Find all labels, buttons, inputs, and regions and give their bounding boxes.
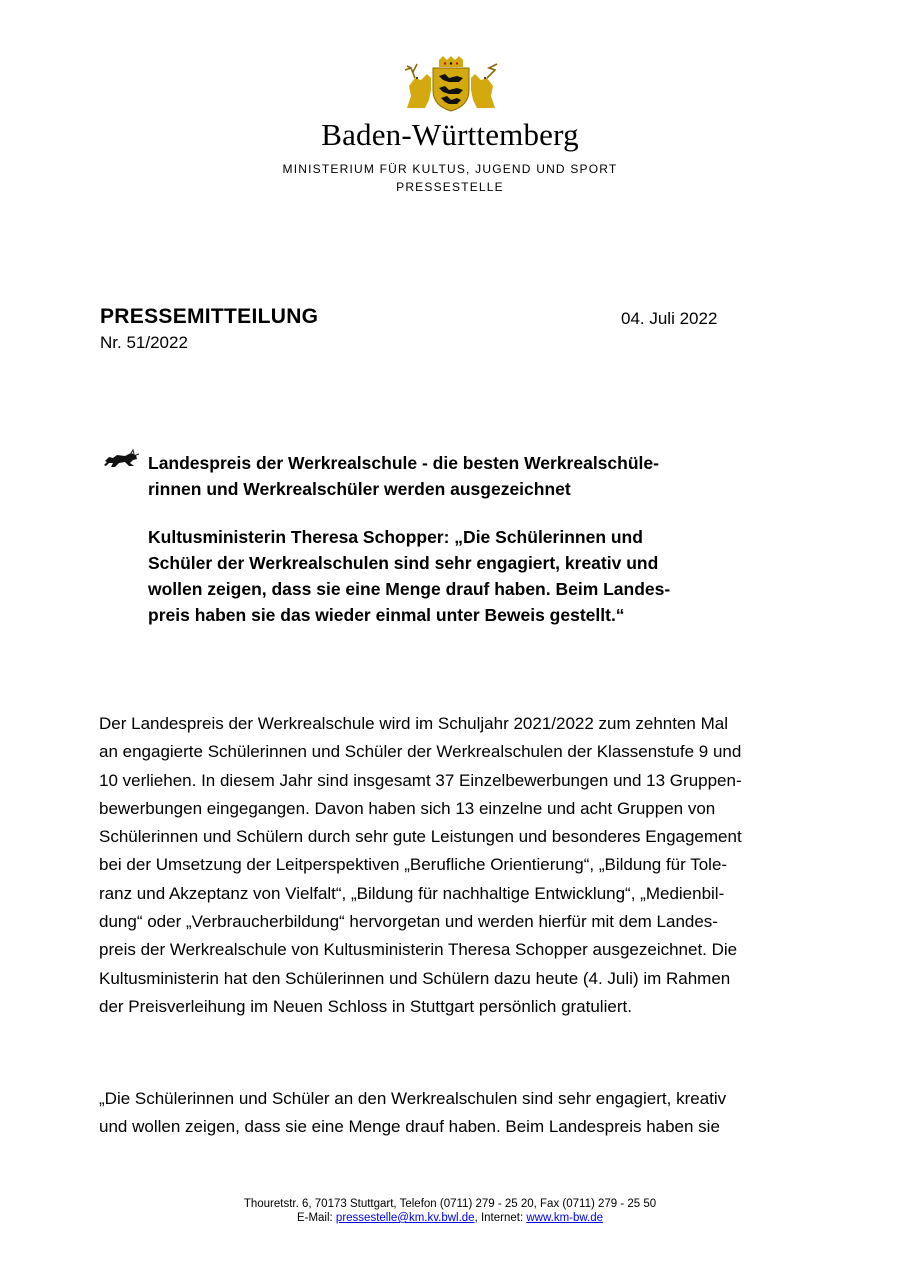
quote-line: Schüler der Werkrealschulen sind sehr engagiert, kreativ und [148, 553, 659, 573]
body-line: ranz und Akzeptanz von Vielfalt“, „Bildung für nachhaltige Entwicklung“, „Medienbil- [99, 883, 725, 903]
body-line: preis der Werkrealschule von Kultusministerin Theresa Schopper ausgezeichnet. Die [99, 940, 738, 960]
body-line: dung“ oder „Verbraucherbildung“ hervorgetan und werden hierfür mit dem Landes- [99, 912, 718, 932]
body-line: an engagierte Schülerinnen und Schüler der Werkrealschulen der Klassenstufe 9 und [99, 742, 742, 762]
body-line: bei der Umsetzung der Leitperspektiven „Berufliche Orientierung“, „Bildung für Tole- [99, 855, 728, 875]
press-release-title: PRESSEMITTEILUNG [100, 305, 319, 328]
body-line: 10 verliehen. In diesem Jahr sind insgesamt 37 Einzelbewerbungen und 13 Gruppen- [99, 770, 742, 790]
quote-line: wollen zeigen, dass sie eine Menge drauf haben. Beim Landes- [148, 579, 671, 599]
headline-line: rinnen und Werkrealschüler werden ausgezeichnet [148, 479, 571, 499]
headline-quote [148, 524, 788, 628]
shield-icon [433, 68, 469, 111]
department-name: PRESSESTELLE [396, 180, 504, 194]
stag-supporter-icon [405, 64, 431, 108]
quote-line: preis haben sie das wieder einmal unter Beweis gestellt.“ [148, 605, 625, 625]
griffin-supporter-icon [471, 64, 497, 108]
body-line: Der Landespreis der Werkrealschule wird im Schuljahr 2021/2022 zum zehnten Mal [99, 714, 728, 733]
headline [148, 450, 788, 502]
ministry-name: MINISTERIUM FÜR KULTUS, JUGEND UND SPORT [282, 162, 618, 176]
body-line: der Preisverleihung im Neuen Schloss in Stuttgart persönlich gratuliert. [99, 996, 632, 1016]
body-line: „Die Schülerinnen und Schüler an den Werkrealschulen sind sehr engagiert, kreativ [99, 1089, 727, 1108]
press-release-date: 04. Juli 2022 [621, 309, 718, 328]
email-label: E-Mail: [296, 1212, 336, 1224]
quote-line: Kultusministerin Theresa Schopper: „Die Schülerinnen und [148, 527, 643, 547]
body-line: bewerbungen eingegangen. Davon haben sich 13 einzelne und acht Gruppen von [99, 798, 716, 818]
footer-contact [0, 1211, 900, 1226]
body-line: Schülerinnen und Schülern durch sehr gute Leistungen und besonderes Engagement [99, 827, 742, 847]
footer-address: Thouretstr. 6, 70173 Stuttgart, Telefon (0711) 279 - 25 20, Fax (0711) 279 - 25 50 [243, 1198, 657, 1210]
internet-label: , Internet: [474, 1212, 527, 1224]
body-paragraph [99, 710, 799, 1021]
coat-of-arms-icon [401, 56, 501, 112]
body-line: und wollen zeigen, dass sie eine Menge drauf haben. Beim Landespreis haben sie [99, 1117, 720, 1137]
state-wordmark: Baden-Württemberg [321, 117, 579, 152]
headline-line: Landespreis der Werkrealschule - die besten Werkrealschüle- [148, 453, 659, 473]
email-link[interactable]: pressestelle@km.kv.bwl.de [335, 1212, 475, 1224]
body-line: Kultusministerin hat den Schülerinnen und Schülern dazu heute (4. Juli) im Rahmen [99, 968, 731, 988]
crown-icon [439, 56, 463, 67]
body-paragraph [99, 1085, 799, 1142]
lion-icon [103, 449, 139, 469]
press-release-number: Nr. 51/2022 [100, 333, 188, 352]
website-link[interactable]: www.km-bw.de [526, 1212, 604, 1224]
